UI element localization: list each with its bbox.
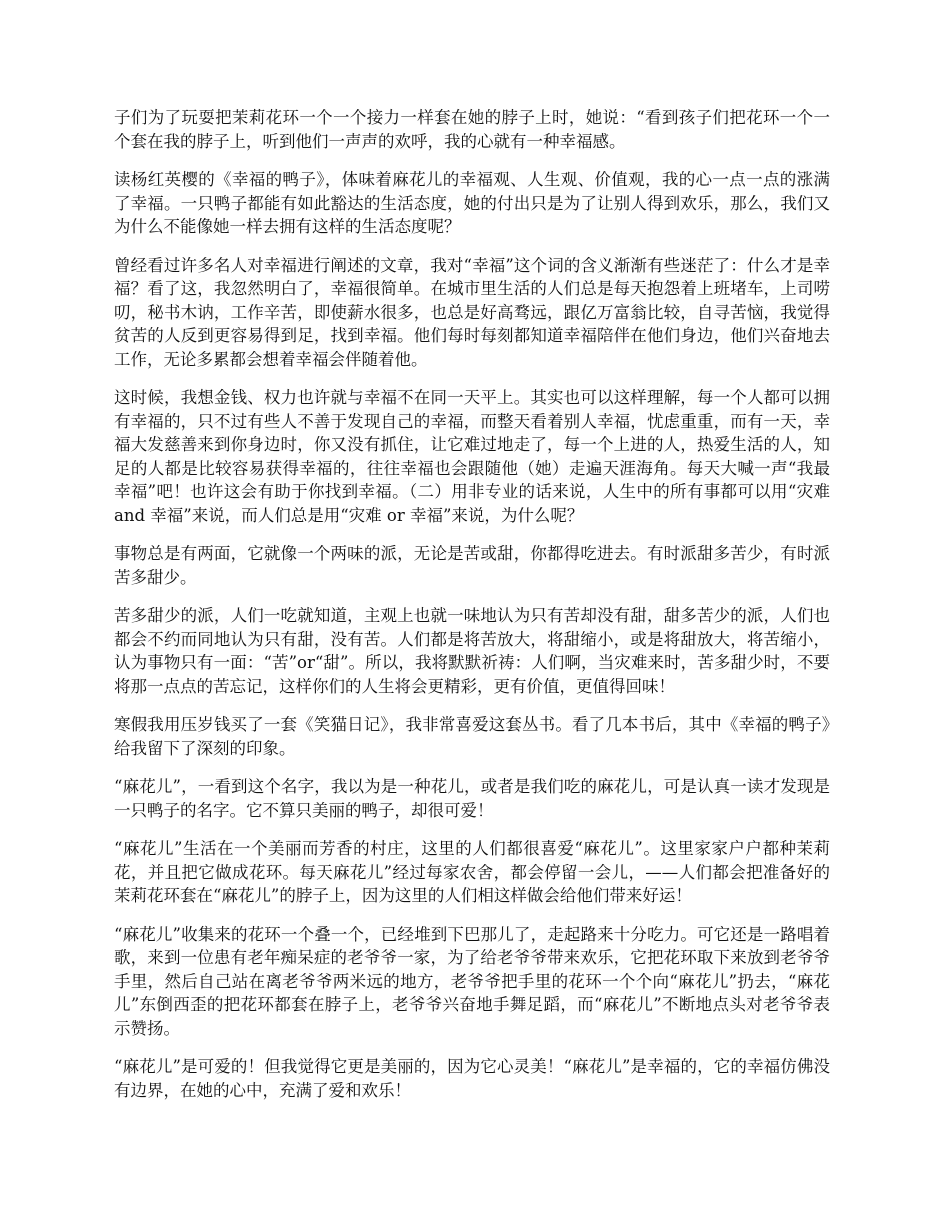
paragraph-9: “麻花儿”生活在一个美丽而芳香的村庄，这里的人们都很喜爱“麻花儿”。这里家家户户都种茉莉花，并且把它做成花环。每天麻花儿”经过每家农舍，都会停留一会儿，——人们都会把准备好的茉莉花环套在“麻花儿”的脖子上，因为这里的人们相这样做会给他们带来好运！	[114, 839, 830, 905]
paragraph-1: 子们为了玩耍把茉莉花环一个一个接力一样套在她的脖子上时，她说：“看到孩子们把花环一个一个套在我的脖子上，听到他们一声声的欢呼，我的心就有一种幸福感。	[114, 108, 830, 151]
paragraph-4: 这时候，我想金钱、权力也许就与幸福不在同一天平上。其实也可以这样理解，每一个人都可以拥有幸福的，只不过有些人不善于发现自己的幸福，而整天看着别人幸福，忧虑重重，而有一天，幸福大发慈善来到你身边时，你又没有抓住，让它难过地走了，每一个上进的人，热爱生活的人，知足的人都是比较容易获得幸福的，往往幸福也会跟随他（她）走遍天涯海角。每天大喊一声“我最幸福”吧！也许这会有助于你找到幸福。（二）用非专业的话来说，人生中的所有事都可以用“灾难 and 幸福”来说，而人们总是用“灾难 or 幸福”来说，为什么呢？	[114, 388, 830, 525]
paragraph-6: 苦多甜少的派，人们一吃就知道，主观上也就一味地认为只有苦却没有甜，甜多苦少的派，人们也都会不约而同地认为只有甜，没有苦。人们都是将苦放大，将甜缩小，或是将甜放大，将苦缩小，认为事物只有一面：“苦”or“甜”。所以，我将默默祈祷：人们啊，当灾难来时，苦多甜少时，不要将那一点点的苦忘记，这样你们的人生将会更精彩，更有价值，更值得回味！	[114, 606, 830, 696]
paragraph-3: 曾经看过许多名人对幸福进行阐述的文章，我对“幸福”这个词的含义渐渐有些迷茫了：什么才是幸福？看了这，我忽然明白了，幸福很简单。在城市里生活的人们总是每天抱怨着上班堵车，上司唠叨，秘书木讷，工作辛苦，即使薪水很多，也总是好高骛远，跟亿万富翁比较，自寻苦恼，我觉得贫苦的人反到更容易得到足，找到幸福。他们每时每刻都知道幸福陪伴在他们身边，他们兴奋地去工作，无论多累都会想着幸福会伴随着他。	[114, 255, 830, 369]
paragraph-11: “麻花儿”是可爱的！但我觉得它更是美丽的，因为它心灵美！“麻花儿”是幸福的，它的幸福仿佛没有边界，在她的心中，充满了爱和欢乐！	[114, 1057, 830, 1100]
document-body	[114, 106, 830, 1206]
paragraph-10: “麻花儿”收集来的花环一个叠一个，已经堆到下巴那儿了，走起路来十分吃力。可它还是一路唱着歌，来到一位患有老年痴呆症的老爷爷一家，为了给老爷爷带来欢乐，它把花环取下来放到老爷爷手里，然后自己站在离老爷爷两米远的地方，老爷爷把手里的花环一个个向“麻花儿”扔去，“麻花儿”东倒西歪的把花环都套在脖子上，老爷爷兴奋地手舞足蹈，而“麻花儿”不断地点头对老爷爷表示赞扬。	[114, 924, 830, 1038]
paragraph-5: 事物总是有两面，它就像一个两味的派，无论是苦或甜，你都得吃进去。有时派甜多苦少，有时派苦多甜少。	[114, 544, 830, 587]
paragraph-2: 读杨红英樱的《幸福的鸭子》，体味着麻花儿的幸福观、人生观、价值观，我的心一点一点的涨满了幸福。一只鸭子都能有如此豁达的生活态度，她的付出只是为了让别人得到欢乐，那么，我们又为什么不能像她一样去拥有这样的生活态度呢？	[114, 170, 830, 236]
paragraph-7: 寒假我用压岁钱买了一套《笑猫日记》，我非常喜爱这套丛书。看了几本书后，其中《幸福的鸭子》给我留下了深刻的印象。	[114, 715, 830, 758]
paragraph-8: “麻花儿”，一看到这个名字，我以为是一种花儿，或者是我们吃的麻花儿，可是认真一读才发现是一只鸭子的名字。它不算只美丽的鸭子，却很可爱！	[114, 777, 830, 820]
